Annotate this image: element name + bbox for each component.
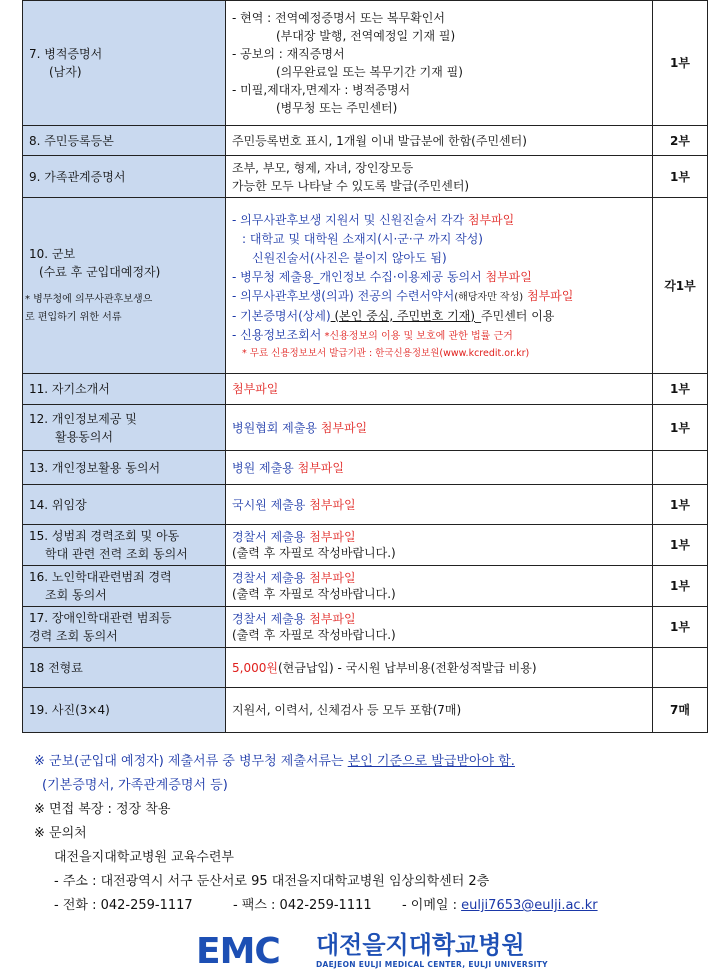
content-note: (출력 후 자필로 작성바랍니다.)	[232, 546, 396, 560]
note-military-emphasis: 본인 기준으로 발급받아야 함.	[347, 754, 515, 769]
table-row	[23, 566, 708, 607]
content-line: (현금납입) - 국시원 납부비용(전환성적발급 비용)	[277, 660, 537, 675]
doc-qty: 1부	[653, 156, 708, 198]
doc-name-cell	[23, 198, 226, 374]
doc-name: 15. 성범죄 경력조회 및 아동	[29, 529, 180, 543]
table-row	[23, 525, 708, 566]
doc-name-cell	[23, 405, 226, 451]
content-note: (출력 후 자필로 작성바랍니다.)	[232, 587, 396, 601]
doc-name: 17. 장애인학대관련 범죄등	[29, 611, 172, 625]
doc-name-sub: 활용동의서	[55, 429, 113, 444]
content-line: _주민센터 이용	[475, 308, 555, 323]
content-line: (부대장 발행, 전역예정일 기재 필)	[276, 29, 456, 43]
content-line: 경찰서 제출용	[232, 530, 306, 544]
doc-name: 16. 노인학대관련범죄 경력	[29, 570, 172, 584]
attachment-link[interactable]: 첨부파일	[305, 571, 356, 585]
content-underlined: (본인 중심, 주민번호 기재)	[330, 308, 476, 323]
content-line: - 의무사관후보생 지원서 및 신원진술서 각각	[232, 212, 465, 227]
doc-qty: 1부	[653, 1, 708, 126]
doc-content: 주민등록번호 표시, 1개월 이내 발급분에 한함(주민센터)	[226, 126, 653, 156]
doc-name-sub: 학대 관련 전력 조회 동의서	[45, 547, 188, 561]
doc-qty: 1부	[653, 607, 708, 648]
doc-name: 19. 사진(3×4)	[23, 688, 226, 733]
doc-qty	[653, 451, 708, 485]
doc-name: 12. 개인정보제공 및	[29, 411, 137, 426]
note-military-examples: (기본증명서, 가족관계증명서 등)	[42, 778, 228, 793]
table-row	[23, 126, 708, 156]
doc-qty: 1부	[653, 374, 708, 405]
content-line: 가능한 모두 나타날 수 있도록 발급(주민센터)	[232, 178, 470, 193]
table-row	[23, 374, 708, 405]
doc-content-cell	[226, 156, 653, 198]
content-line: - 공보의 : 재직증명서	[232, 47, 345, 61]
doc-name: 7. 병적증명서	[29, 47, 103, 61]
table-row	[23, 1, 708, 126]
content-line: : 대학교 및 대학원 소재지(시·군·구 까지 작성)	[242, 231, 483, 246]
doc-name: 13. 개인정보활용 동의서	[23, 451, 226, 485]
doc-qty: 1부	[653, 405, 708, 451]
doc-content-cell	[226, 1, 653, 126]
table-row	[23, 688, 708, 733]
doc-content-cell	[226, 525, 653, 566]
doc-qty: 각1부	[653, 198, 708, 374]
logo-english: DAEJEON EULJI MEDICAL CENTER, EULJI UNIVERSITY	[316, 960, 548, 969]
content-line: 경찰서 제출용	[232, 612, 306, 626]
contact-fax: - 팩스 : 042-259-1111	[232, 898, 372, 913]
content-note: *신용정보의 이용 및 보호에 관한 법률 근거	[321, 330, 513, 342]
contact-address: - 주소 : 대전광역시 서구 둔산서로 95 대전을지대학교병원 임상의학센터 2층	[54, 874, 490, 889]
hospital-logo	[196, 930, 556, 974]
doc-note: 로 편입하기 위한 서류	[25, 311, 122, 323]
content-line: 국시원 제출용	[232, 497, 306, 512]
contact-email-label: - 이메일 :	[401, 898, 462, 913]
content-note: * 무료 신용정보보서 발급기관 : 한국신용정보원(www.kcredit.or.kr)	[242, 347, 530, 359]
note-dress-code: ※ 면접 복장 : 정장 착용	[34, 802, 171, 817]
table-row	[23, 198, 708, 374]
table-row	[23, 485, 708, 525]
content-line: 병원 제출용	[232, 460, 294, 475]
content-line: (의무완료일 또는 복무기간 기재 필)	[276, 65, 463, 79]
logo-name: 대전을지대학교병원	[316, 931, 525, 959]
doc-content: 지원서, 이력서, 신체검사 등 모두 포함(7매)	[226, 688, 653, 733]
doc-name-sub: 조회 동의서	[45, 588, 107, 602]
doc-name: 8. 주민등록등본	[23, 126, 226, 156]
attachment-link[interactable]: 첨부파일	[305, 612, 356, 626]
table-row	[23, 405, 708, 451]
documents-table	[22, 0, 708, 733]
contact-email-link[interactable]: eulji7653@eulji.ac.kr	[461, 898, 598, 913]
doc-name: 18 전형료	[23, 648, 226, 688]
doc-content-cell	[226, 566, 653, 607]
doc-name-cell	[23, 566, 226, 607]
doc-qty: 1부	[653, 485, 708, 525]
attachment-link[interactable]: 첨부파일	[481, 269, 532, 284]
attachment-link[interactable]: 첨부파일	[316, 420, 368, 435]
doc-note: * 병무청에 의무사관후보생으	[25, 293, 153, 305]
content-line: - 현역 : 전역예정증명서 또는 복무확인서	[232, 11, 445, 25]
content-line: 신원진술서(사진은 붙이지 않아도 됨)	[252, 250, 447, 265]
attachment-link[interactable]: 첨부파일	[305, 530, 356, 544]
doc-qty: 7매	[653, 688, 708, 733]
doc-name-sub: (수료 후 군입대예정자)	[39, 264, 161, 279]
content-line: 병원협회 제출용	[232, 420, 317, 435]
table-row	[23, 451, 708, 485]
contact-phone: - 전화 : 042-259-1117	[54, 898, 193, 913]
fee-amount: 5,000원	[232, 660, 278, 675]
doc-name-cell	[23, 1, 226, 126]
content-line: - 신용정보조회서	[232, 327, 322, 342]
doc-name-sub: (남자)	[49, 65, 82, 79]
doc-name: 11. 자기소개서	[23, 374, 226, 405]
logo-mark: EMC	[196, 931, 280, 972]
content-line: - 의무사관후보생(의과) 전공의 수련서약서	[232, 288, 455, 303]
doc-name-sub: 경력 조회 동의서	[29, 629, 118, 643]
attachment-link[interactable]: 첨부파일	[305, 497, 356, 512]
doc-name: 10. 군보	[29, 246, 76, 261]
attachment-link[interactable]: 첨부파일	[464, 212, 515, 227]
content-line: - 미필,제대자,면제자 : 병적증명서	[232, 83, 411, 97]
attachment-link[interactable]: 첨부파일	[293, 460, 344, 475]
content-line: 경찰서 제출용	[232, 571, 306, 585]
doc-name-cell	[23, 607, 226, 648]
doc-name: 14. 위임장	[23, 485, 226, 525]
doc-name-cell	[23, 525, 226, 566]
doc-content-cell	[226, 198, 653, 374]
contact-org: 대전을지대학교병원 교육수련부	[54, 850, 234, 865]
content-line: - 병무청 제출용_개인정보 수집·이용제공 동의서	[232, 269, 482, 284]
content-note: (해당자만 작성)	[454, 291, 524, 303]
note-contact-heading: ※ 문의처	[34, 826, 87, 841]
doc-qty: 1부	[653, 525, 708, 566]
table-row	[23, 156, 708, 198]
doc-content-cell	[226, 607, 653, 648]
notes-section	[34, 750, 694, 918]
doc-qty: 1부	[653, 566, 708, 607]
content-line: (병무청 또는 주민센터)	[276, 101, 398, 115]
content-line: - 기본증명서(상세)	[232, 308, 331, 323]
doc-qty: 2부	[653, 126, 708, 156]
attachment-link[interactable]: 첨부파일	[232, 382, 279, 396]
table-row	[23, 607, 708, 648]
note-military: ※ 군보(군입대 예정자) 제출서류 중 병무청 제출서류는	[34, 754, 348, 769]
doc-qty	[653, 648, 708, 688]
table-row	[23, 648, 708, 688]
doc-name: 9. 가족관계증명서	[23, 156, 226, 198]
content-note: (출력 후 자필로 작성바랍니다.)	[232, 628, 396, 642]
attachment-link[interactable]: 첨부파일	[523, 288, 574, 303]
content-line: 조부, 부모, 형제, 자녀, 장인장모등	[232, 160, 414, 175]
